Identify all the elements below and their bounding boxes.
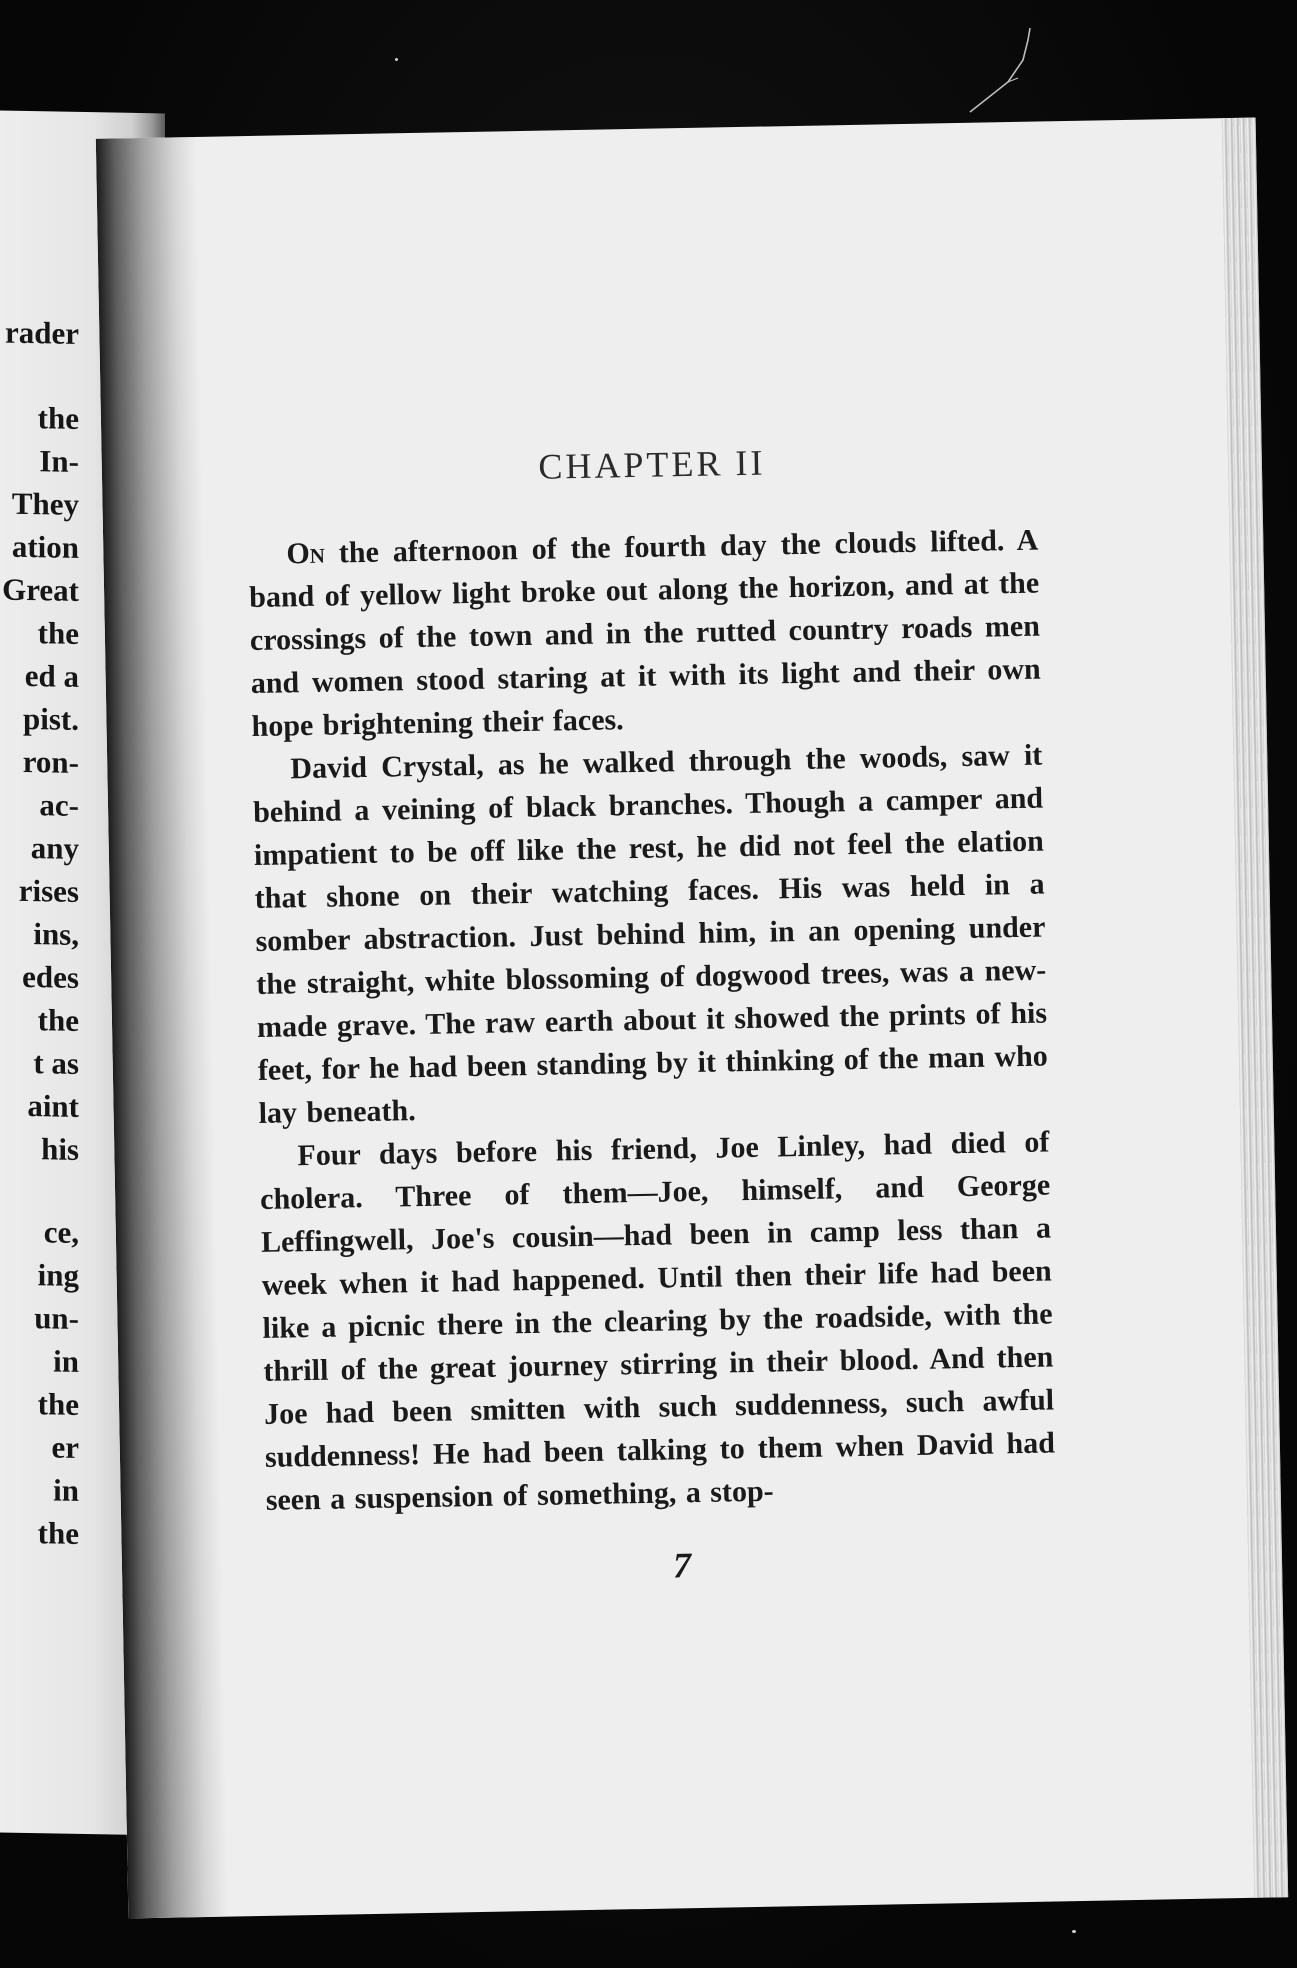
paragraph-text: the afternoon of the fourth day the clouds lifted. A band of yellow light broke out along the horizon, and at the crossings of the town and in the rutted country roads men and women stood staring at it with its light and their own hope brightening their faces. xyxy=(248,523,1041,744)
facing-page-line: ins, xyxy=(33,916,79,952)
facing-page-line: In- xyxy=(39,443,79,479)
paragraph-2: David Crystal, as he walked through the woods, saw it behind a veining of black branches. Though a camper and impatient to be off like the rest, he did not feel the elation that shone on their watching faces. His was held in a somber abstraction. Just behind him, in an opening under the straight, white blossoming of dogwood trees, was a new-made grave. The raw earth about it showed the prints of his feet, for he had been standing by it thinking of the man who lay beneath. xyxy=(252,738,1049,1130)
facing-page-line: ron- xyxy=(22,743,79,780)
facing-page-line: ce, xyxy=(43,1214,79,1250)
facing-page-line: rader xyxy=(4,314,79,351)
facing-page-line: ation xyxy=(11,528,79,565)
facing-page-line: ac- xyxy=(39,787,79,823)
page-edge-stack xyxy=(1222,118,1289,1898)
facing-page-line: the xyxy=(37,1002,79,1038)
facing-page-line: ed a xyxy=(24,657,79,694)
facing-page-line: aint xyxy=(27,1088,79,1124)
facing-page-line: t as xyxy=(33,1045,79,1081)
facing-page-line: the xyxy=(37,1515,79,1551)
facing-page-line: ing xyxy=(37,1257,79,1293)
facing-page-line: pist. xyxy=(23,700,79,737)
chapter-title: CHAPTER II xyxy=(538,442,766,487)
facing-page-line: un- xyxy=(34,1300,79,1336)
facing-page-line: in xyxy=(53,1472,79,1508)
facing-page-line: any xyxy=(30,830,79,866)
facing-page-line: They xyxy=(11,485,79,522)
paragraph-3: Four days before his friend, Joe Linley, had died of cholera. Three of them—Joe, himself, and George Leffingwell, Joe's cousin—had been in camp less than a week when it had happened. Until then their life had been like a picnic there in the clearing by the roadside, with the thrill of the great journey stirring in their blood. And then Joe had been smitten with such suddenness, such awful suddenness! He had been talking to them when David had seen a suspension of something, a stop- xyxy=(259,1125,1056,1517)
facing-page-line: his xyxy=(41,1131,79,1167)
facing-page-line: er xyxy=(51,1429,79,1465)
facing-page-text xyxy=(2,311,79,1555)
facing-page-line: in xyxy=(53,1343,79,1379)
facing-page-line: the xyxy=(37,1386,79,1422)
paragraph-1 xyxy=(248,519,1042,748)
book-page xyxy=(96,118,1288,1919)
dust-speck xyxy=(395,58,398,61)
dust-speck xyxy=(1072,1930,1076,1933)
facing-page-line: Great xyxy=(2,571,79,608)
page-body xyxy=(247,437,1058,1594)
opening-small-caps: On xyxy=(286,536,326,571)
facing-page-line: the xyxy=(37,400,79,436)
stray-pen-mark xyxy=(968,20,1048,120)
facing-page-line: the xyxy=(37,615,79,651)
facing-page-line: edes xyxy=(22,958,79,995)
page-number: 7 xyxy=(672,1545,692,1586)
facing-page-line: rises xyxy=(18,872,79,909)
